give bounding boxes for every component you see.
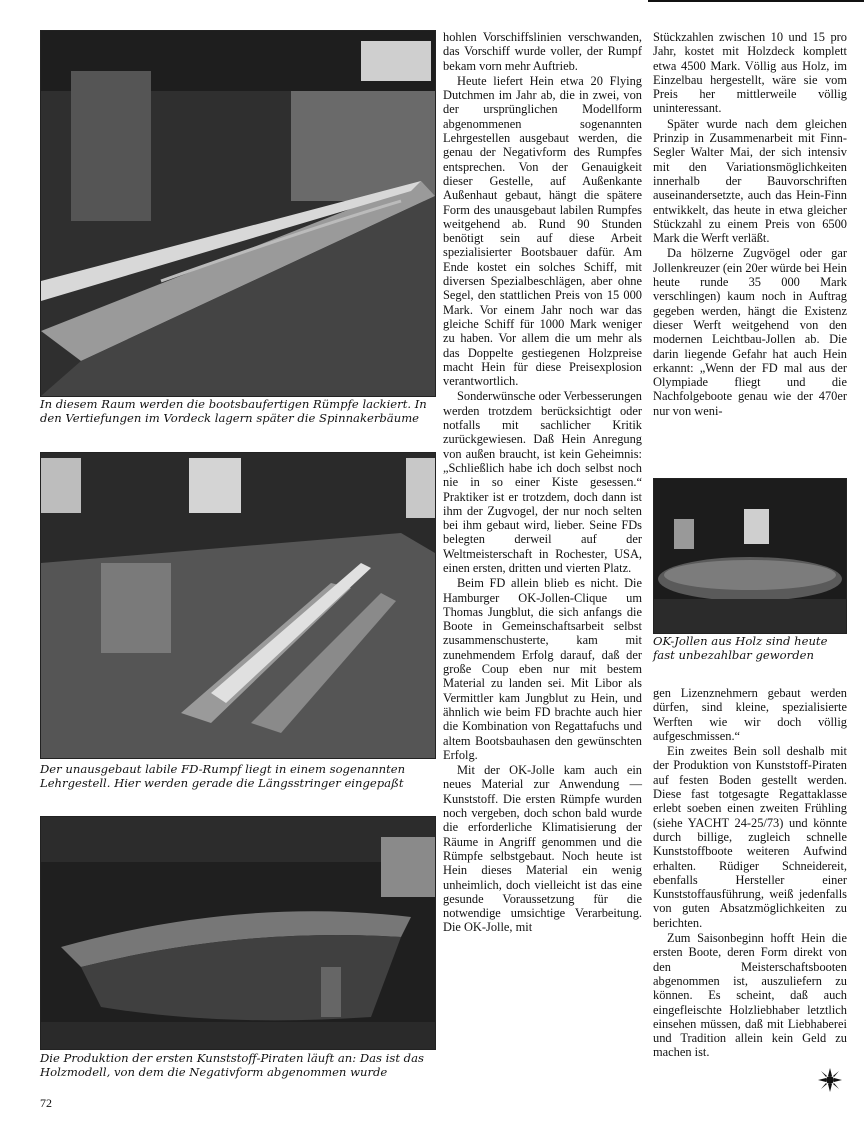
paragraph: hohlen Vorschiffslinien verschwanden, das Vorschiff wurde voller, der Rumpf bekam vorn mehr Auftrieb. [443,30,642,73]
photo-caption-3: Die Produktion der ersten Kunststoff-Piraten läuft an: Das ist das Holzmodell, von dem die Negativform abgenommen wurde [40,1051,424,1080]
header-rule [648,0,864,2]
end-of-article-icon [818,1068,842,1092]
paragraph: Ein zweites Bein soll deshalb mit der Produktion von Kunststoff-Piraten auf festen Boden gestellt werden. Diese fast totgesagte Regattaklasse erlebt soeben einen zweiten Frühling (siehe YACHT 24-25/73) und könnte durch billige, zugleich schnelle Kunststoffboote weiteren Aufwind erhalten. Rüdiger Schneidereit, ebenfalls Hersteller einer Kunststoffausführung, weiß jedenfalls von guten Absatzmöglichkeiten zu berichten. [653,744,847,930]
paragraph: Da hölzerne Zugvögel oder gar Jollenkreuzer (ein 20er würde bei Hein heute runde 35 000 Mark verschlingen) kaum noch in Auftrag gegeben werden, hängt die Existenz dieser Werft weitgehend von den modernen Leichtbau-Jollen ab. Die darin liegende Gefahr hat auch Hein erkannt: „Wenn der FD mal aus der Olympiade fliegt und die Nachfolgeboote genau wie der 470er nur von weni- [653,246,847,418]
photo-caption-2: Der unausgebaut labile FD-Rumpf liegt in einem sogenannten Lehrgestell. Hier werden gerade die Längsstringer eingepaßt [40,762,406,791]
photo-fd-hull-jig [40,452,436,759]
paragraph: Mit der OK-Jolle kam auch ein neues Material zur Anwendung — Kunststoff. Die ersten Rümpfe wurden noch vergeben, doch schon bald wurde die erforderliche Klimatisierung der Räume in Angriff genommen und die Rümpfe selbstgebaut. Noch heute ist Hein dieses Material ein wenig unheimlich, doch vielleicht ist das eine gesunde Voraussetzung für die notwendige umsichtige Verarbeitung. Die OK-Jolle, mit [443,763,642,935]
photo-caption-1: In diesem Raum werden die bootsbaufertigen Rümpfe lackiert. In den Vertiefungen im Vordeck lagern später die Spinnakerbäume [40,397,427,426]
paragraph: Beim FD allein blieb es nicht. Die Hamburger OK-Jollen-Clique um Thomas Jungblut, die sich anfangs die Boote in Gemeinschaftsarbeit selbst zusammenschusterte, kam mit zunehmendem Erfolg darauf, daß der große Coup eben nur mit bestem Material zu landen sei. Mit Libor als Vermittler kam Jungblut zu Hein, und ähnlich wie beim FD brachte auch hier die Kombination von Regattafuchs und altem Bootsbauhasen den gewünschten Erfolg. [443,576,642,762]
article-column-middle [443,30,642,936]
photo-caption-4: OK-Jollen aus Holz sind heute fast unbezahlbar geworden [653,634,828,663]
paragraph: gen Lizenznehmern gebaut werden dürfen, sind kleine, spezialisierte Werften wie wir doch völlig aufgeschmissen.“ [653,686,847,743]
paragraph: Sonderwünsche oder Verbesserungen werden trotzdem berücksichtigt oder notfalls mit sachlicher Kritik zurückgewiesen. Daß Hein Anregung von außen braucht, ist kein Geheimnis: „Schließlich habe ich doch selbst noch nie in so einer Kiste gesessen.“ Praktiker ist er trotzdem, doch dann ist ihm der Zugvogel, der nur noch selten bei ihm gebaut wird, lieber. Seine FDs belegten derweil auf der Weltmeisterschaft in Rochester, USA, einen ersten, dritten und vierten Platz. [443,389,642,575]
article-column-right-bottom [653,686,847,1061]
photo-ok-dinghies [653,478,847,634]
paragraph: Zum Saisonbeginn hofft Hein die ersten Boote, deren Form direkt von den Meisterschaftsbooten abgenommen ist, auszuliefern zu können. Es scheint, daß auch eingefleischte Holzliebhaber letztlich einsehen müssen, daß mit Liebhaberei und Tradition allein kein Geld zu machen ist. [653,931,847,1060]
photo-paint-room [40,30,436,397]
article-column-right-top [653,30,847,419]
paragraph: Später wurde nach dem gleichen Prinzip in Zusammenarbeit mit Finn-Segler Walter Mai, der sich intensiv mit den Variationsmöglichkeiten innerhalb der Bauvorschriften auseinandersetzte, auch das Hein-Finn entwikkelt, das heute in etwa gleicher Stückzahl zu einem Preis von 6500 Mark die Werft verläßt. [653,116,847,246]
page-number: 72 [40,1096,52,1110]
paragraph: Stückzahlen zwischen 10 und 15 pro Jahr, kostet mit Holzdeck komplett etwa 4500 Mark. Völlig aus Holz, im Einzelbau hergestellt, wäre sie vom Preis her mittlerweile völlig uninteressant. [653,30,847,116]
paragraph: Heute liefert Hein etwa 20 Flying Dutchmen im Jahr ab, die in zwei, von der ursprünglichen Modellform abgenommenen sogenannten Lehrgestellen ausgebaut werden, die genau der Negativform des Rumpfes entsprechen. Von der Genauigkeit dieser Gestelle, auf Außenkante Außenhaut gebaut, hängt die spätere Form des unausgebaut labilen Rumpfes weitgehend ab. Rund 90 Stunden benötigt sein auf diese Arbeit spezialisierter Bootsbauer dafür. Am Ende kostet ein solches Schiff, mit diversen Spezialbeschlägen, aber ohne Segel, den stattlichen Preis von 15 000 Mark. Vor einem Jahr noch war das gleiche Schiff für 1000 Mark weniger zu haben. Vor allem die um mehr als das Doppelte gestiegenen Holzpreise macht Hein für diese Preisexplosion verantwortlich. [443,73,642,389]
photo-wooden-plug [40,816,436,1050]
